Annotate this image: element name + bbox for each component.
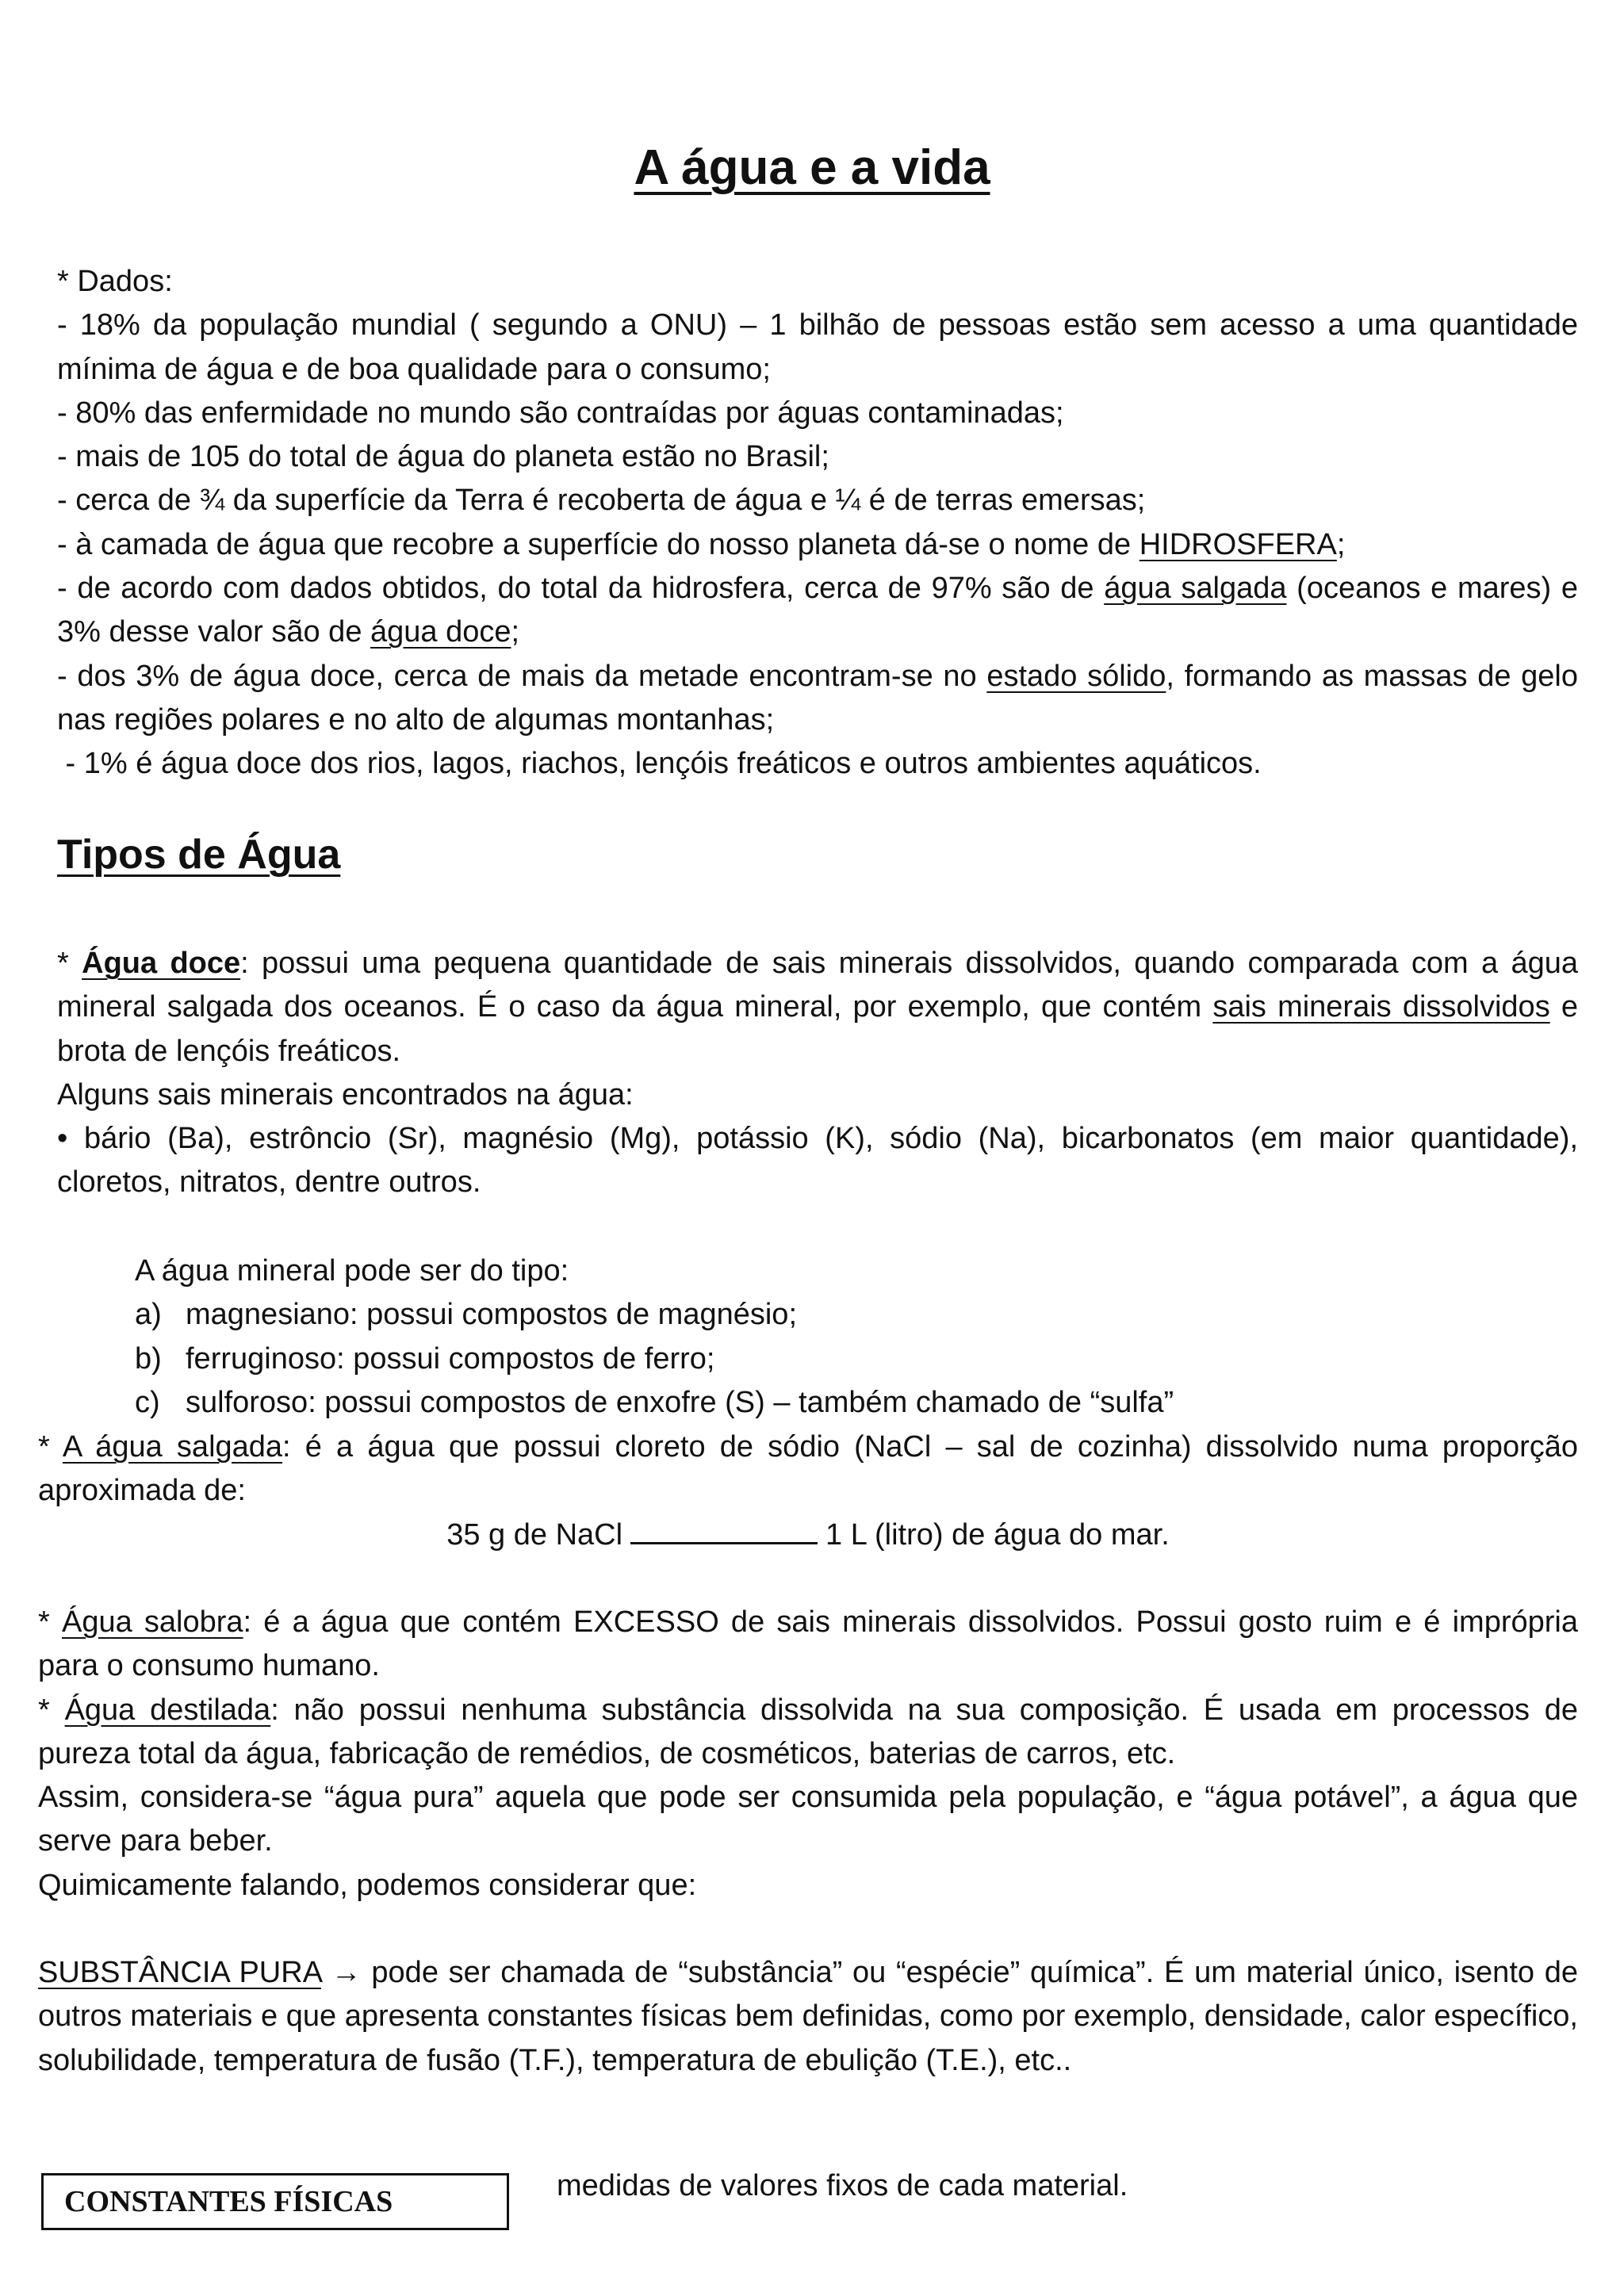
page-title: A água e a vida: [634, 140, 990, 195]
list-item: a) magnesiano: possui compostos de magnésio;: [135, 1298, 798, 1332]
agua-destilada-paragraph: * Água destilada: não possui nenhuma substância dissolvida na sua composição. É usada em processos de pureza total da água, fabricação de remédios, de cosméticos, baterias de carros, etc.: [38, 1693, 1578, 1770]
agua-doce-term: água doce: [370, 615, 511, 649]
dados-item: - 80% das enfermidade no mundo são contraídas por águas contaminadas;: [57, 396, 1064, 430]
hidrosfera-term: HIDROSFERA: [1139, 527, 1337, 561]
constantes-fisicas-definition: medidas de valores fixos de cada material.: [557, 2169, 1128, 2202]
section-heading-tipos: Tipos de Água: [57, 832, 341, 878]
constantes-fisicas-box: CONSTANTES FÍSICAS: [41, 2173, 509, 2230]
agua-mineral-section: [135, 1249, 1483, 1425]
dados-item-hidrosfera: - à camada de água que recobre a superfície do nosso planeta dá-se o nome de HIDROSFERA;: [57, 527, 1346, 561]
list-item: b) ferruginoso: possui compostos de ferro;: [135, 1341, 715, 1376]
substancia-pura-heading: SUBSTÂNCIA PURA: [38, 1956, 321, 1989]
ratio-blank-line: [630, 1520, 818, 1544]
agua-doce-paragraph: * Água doce: possui uma pequena quantidade de sais minerais dissolvidos, quando comparada com a água mineral salgada dos oceanos. É o caso da água mineral, por exemplo, que contém sais minerais dissolvidos e brota de lençóis freáticos.: [57, 947, 1579, 1068]
dados-item: - cerca de ¾ da superfície da Terra é recoberta de água e ¼ é de terras emersas;: [57, 484, 1146, 518]
dados-heading: * Dados:: [57, 265, 173, 298]
dados-item: - 18% da população mundial ( segundo a ONU) – 1 bilhão de pessoas estão sem acesso a uma quantidade mínima de água e de boa qualidade para o consumo;: [57, 308, 1578, 386]
agua-doce-heading: Água doce: [82, 947, 241, 980]
dados-section: [57, 260, 1578, 786]
agua-salobra-heading: Água salobra: [61, 1605, 243, 1639]
agua-mineral-intro: A água mineral pode ser do tipo:: [135, 1254, 569, 1288]
agua-mineral-list: [135, 1293, 1483, 1425]
substancia-pura-section: [38, 1951, 1578, 2083]
nacl-ratio: 35 g de NaCl 1 L (litro) de água do mar.: [446, 1517, 1170, 1552]
agua-doce-section: [57, 942, 1578, 1205]
agua-salgada-section: [38, 1425, 1578, 1557]
dados-item: - 1% é água doce dos rios, lagos, riachos, lençóis freáticos e outros ambientes aquáticos.: [57, 747, 1262, 781]
sais-intro: Alguns sais minerais encontrados na água:: [57, 1077, 634, 1112]
dados-item-hidrosfera-composicao: - de acordo com dados obtidos, do total da hidrosfera, cerca de 97% são de água salgada (oceanos e mares) e 3% desse valor são de água doce;: [57, 572, 1578, 649]
sais-list: • bário (Ba), estrôncio (Sr), magnésio (Mg), potássio (K), sódio (Na), bicarbonatos (em maior quantidade), cloretos, nitratos, dentre outros.: [57, 1122, 1578, 1200]
agua-salgada-paragraph: * A água salgada: é a água que possui cloreto de sódio (NaCl – sal de cozinha) dissolvido numa proporção aproximada de:: [38, 1430, 1578, 1508]
list-item: c) sulforoso: possui compostos de enxofre (S) – também chamado de “sulfa”: [135, 1385, 1174, 1419]
substancia-pura-paragraph: SUBSTÂNCIA PURA → pode ser chamada de “substância” ou “espécie” química”. É um material único, isento de outros materiais e que apresenta constantes físicas bem definidas, como por exemplo, densidade, calor específico, solubilidade, temperatura de fusão (T.F.), temperatura de ebulição (T.E.), etc..: [38, 1956, 1579, 2077]
estado-solido-term: estado sólido: [986, 659, 1166, 693]
agua-pura-paragraph: Assim, considera-se “água pura” aquela que pode ser consumida pela população, e “água potável”, a água que serve para beber.: [38, 1781, 1578, 1858]
dados-item-estado-solido: - dos 3% de água doce, cerca de mais da metade encontram-se no estado sólido, formando as massas de gelo nas regiões polares e no alto de algumas montanhas;: [57, 659, 1578, 737]
agua-salgada-heading: A água salgada: [62, 1430, 283, 1464]
sais-minerais-term: sais minerais dissolvidos: [1212, 990, 1550, 1024]
dados-item: - mais de 105 do total de água do planeta estão no Brasil;: [57, 440, 829, 474]
outros-tipos-section: [38, 1601, 1578, 1908]
agua-destilada-heading: Água destilada: [64, 1693, 271, 1727]
quimica-paragraph: Quimicamente falando, podemos considerar que:: [38, 1868, 697, 1902]
agua-salobra-paragraph: * Água salobra: é a água que contém EXCESSO de sais minerais dissolvidos. Possui gosto ruim e é imprópria para o consumo humano.: [38, 1605, 1578, 1683]
agua-salgada-term: água salgada: [1104, 572, 1287, 606]
